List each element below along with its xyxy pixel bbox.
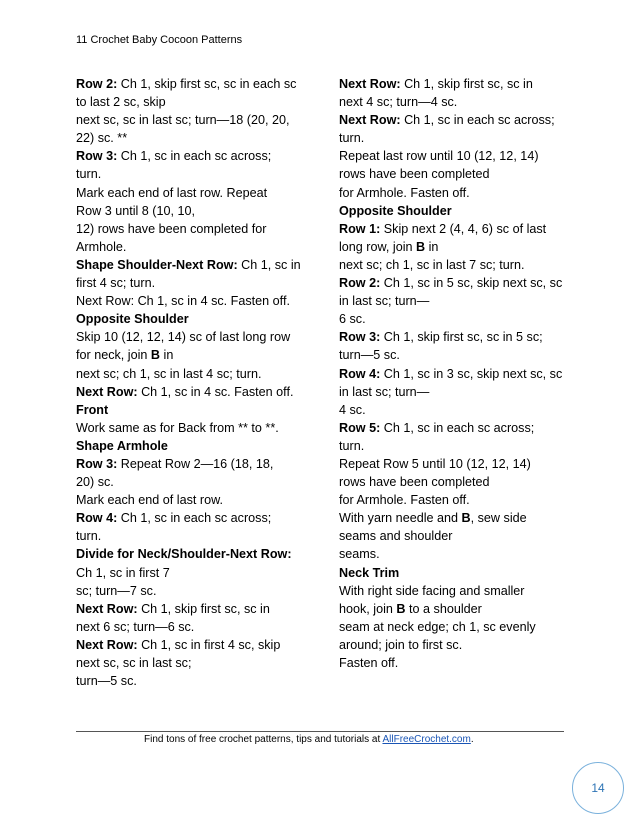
text-run: Repeat Row 5 until 10 (12, 12, 14) (339, 456, 531, 471)
bold-text: B (396, 601, 406, 616)
text-line (339, 618, 569, 636)
text-line (339, 165, 569, 183)
text-run: Ch 1, sc in each sc across; (400, 113, 555, 128)
text-run: Next Row: Ch 1, sc in 4 sc. Fasten off. (76, 294, 290, 309)
text-line (339, 654, 569, 672)
text-line (339, 564, 569, 582)
bold-text: B (416, 239, 426, 254)
text-run: next sc, sc in last sc; turn—18 (20, 20, (76, 113, 290, 128)
text-line (339, 383, 569, 401)
bold-text: Opposite Shoulder (76, 312, 189, 327)
text-run: turn. (76, 167, 102, 182)
bold-text: Neck Trim (339, 565, 400, 580)
text-line (76, 545, 316, 563)
text-line (339, 238, 569, 256)
text-line (339, 147, 569, 165)
text-line (76, 473, 316, 491)
text-run: for Armhole. Fasten off. (339, 185, 470, 200)
bold-text: Row 3: (76, 149, 118, 164)
text-line (76, 310, 316, 328)
text-line (76, 202, 316, 220)
bold-text: Row 2: (76, 77, 118, 91)
text-run: seam at neck edge; ch 1, sc evenly (339, 619, 536, 634)
text-line (339, 437, 569, 455)
text-line (76, 328, 316, 346)
text-line (76, 220, 316, 238)
text-line (76, 256, 316, 274)
footer-end: . (470, 734, 474, 745)
bold-text: B (150, 348, 161, 363)
text-run: Ch 1, sc in 4 sc. Fasten off. (137, 384, 294, 399)
text-run: hook, join (339, 601, 397, 616)
bold-text: Shape Armhole (76, 438, 168, 453)
text-run: Fasten off. (339, 656, 399, 670)
text-line (76, 401, 316, 419)
text-run: Ch 1, sc in first 4 sc, skip (137, 637, 281, 652)
text-run: next sc; ch 1, sc in last 7 sc; turn. (339, 257, 525, 272)
text-run: long row, join (339, 239, 417, 254)
text-run: Armhole. (76, 239, 127, 254)
text-run: Work same as for Back from ** to **. (76, 420, 279, 435)
text-line (76, 455, 316, 473)
text-run: in last sc; turn— (339, 294, 430, 309)
bold-text: Row 3: (339, 330, 381, 345)
left-column (76, 75, 316, 690)
text-line (76, 419, 316, 437)
text-run: rows have been completed (339, 167, 490, 182)
text-line (76, 582, 316, 600)
text-run: Skip next 2 (4, 4, 6) sc of last (380, 221, 547, 236)
bold-text: Opposite Shoulder (339, 203, 452, 218)
text-run: turn—5 sc. (76, 674, 137, 689)
text-run: 6 sc. (339, 312, 366, 327)
text-line (76, 274, 316, 292)
text-line (76, 238, 316, 256)
text-line (339, 473, 569, 491)
text-line (339, 256, 569, 274)
text-line (339, 419, 569, 437)
text-line (76, 509, 316, 527)
text-run: for Armhole. Fasten off. (339, 493, 470, 508)
text-line (76, 346, 316, 364)
bold-text: Divide for Neck/Shoulder-Next Row: (76, 547, 292, 562)
text-run: Ch 1, skip first sc, sc in each sc (117, 77, 297, 91)
text-line (339, 220, 569, 238)
text-run: Skip 10 (12, 12, 14) sc of last long row (76, 330, 291, 345)
bold-text: Row 3: (76, 456, 118, 471)
bold-text: Row 4: (339, 366, 381, 381)
bold-text: Next Row: (76, 637, 138, 652)
text-run: in last sc; turn— (339, 384, 430, 399)
text-run: With yarn needle and (339, 511, 462, 526)
footer (144, 734, 474, 745)
text-run: With right side facing and smaller (339, 583, 525, 598)
text-line (339, 401, 569, 419)
text-line (76, 383, 316, 401)
bold-text: Row 4: (76, 511, 118, 526)
text-run: Ch 1, sc in (237, 257, 301, 272)
text-line (76, 618, 316, 636)
text-run: in (425, 239, 439, 254)
bold-text: Shape Shoulder-Next Row: (76, 257, 238, 272)
text-run: Ch 1, sc in each sc across; (117, 511, 272, 526)
text-run: Ch 1, sc in first 7 (76, 565, 170, 580)
text-run: Mark each end of last row. (76, 493, 223, 508)
footer-text: Find tons of free crochet patterns, tips and tutorials at (144, 734, 383, 745)
text-line (339, 184, 569, 202)
bold-text: Row 5: (339, 420, 381, 435)
text-line (339, 636, 569, 654)
right-column (339, 75, 569, 672)
text-line (76, 147, 316, 165)
text-line (339, 455, 569, 473)
text-run: 20) sc. (76, 475, 114, 490)
text-line (76, 365, 316, 383)
bold-text: Next Row: (76, 601, 138, 616)
text-line (76, 93, 316, 111)
bold-text: Next Row: (76, 384, 138, 399)
text-line (339, 582, 569, 600)
text-line (339, 202, 569, 220)
text-run: turn. (339, 438, 365, 453)
text-line (339, 292, 569, 310)
text-run: to a shoulder (405, 601, 482, 616)
text-line (76, 564, 316, 582)
text-line (339, 346, 569, 364)
text-line (76, 184, 316, 202)
footer-link[interactable]: AllFreeCrochet.com (382, 734, 471, 745)
text-run: Mark each end of last row. Repeat (76, 185, 268, 200)
text-run: Ch 1, skip first sc, sc in (137, 601, 270, 616)
text-line (76, 75, 316, 93)
text-run: next 4 sc; turn—4 sc. (339, 95, 458, 110)
text-run: sc; turn—7 sc. (76, 583, 157, 598)
text-line (339, 509, 569, 527)
text-line (339, 527, 569, 545)
bold-text: Next Row: (339, 77, 401, 91)
text-run: Ch 1, sc in 3 sc, skip next sc, sc (380, 366, 563, 381)
text-line (339, 111, 569, 129)
text-run: Repeat last row until 10 (12, 12, 14) (339, 149, 539, 164)
footer-divider (76, 731, 564, 732)
text-run: , sew side (470, 511, 527, 526)
text-run: Ch 1, skip first sc, sc in 5 sc; (380, 330, 543, 345)
text-run: turn—5 sc. (339, 348, 400, 363)
text-line (339, 310, 569, 328)
text-line (76, 437, 316, 455)
text-run: 4 sc. (339, 402, 366, 417)
bold-text: Next Row: (339, 113, 401, 128)
text-line (76, 129, 316, 147)
text-line (76, 111, 316, 129)
text-run: Repeat Row 2—16 (18, 18, (117, 456, 274, 471)
text-line (339, 274, 569, 292)
text-run: to last 2 sc, skip (76, 95, 166, 110)
text-run: Ch 1, skip first sc, sc in (400, 77, 533, 91)
text-run: turn. (339, 131, 365, 146)
text-run: around; join to first sc. (339, 637, 463, 652)
text-run: 12) rows have been completed for (76, 221, 267, 236)
text-line (76, 600, 316, 618)
bold-text: Row 1: (339, 221, 381, 236)
text-run: Row 3 until 8 (10, 10, (76, 203, 196, 218)
bold-text: Row 2: (339, 276, 381, 291)
text-run: turn. (76, 529, 102, 544)
page-number-badge (572, 762, 624, 814)
text-line (339, 75, 569, 93)
text-line (339, 328, 569, 346)
text-run: seams and shoulder (339, 529, 453, 544)
text-line (339, 129, 569, 147)
text-line (76, 654, 316, 672)
text-line (339, 93, 569, 111)
text-run: next 6 sc; turn—6 sc. (76, 619, 195, 634)
text-run: seams. (339, 547, 380, 562)
page-number: 14 (591, 781, 605, 795)
text-run: first 4 sc; turn. (76, 276, 156, 291)
text-run: next sc; ch 1, sc in last 4 sc; turn. (76, 366, 262, 381)
text-line (339, 545, 569, 563)
text-run: 22) sc. ** (76, 131, 128, 146)
bold-text: B (461, 511, 471, 526)
text-line (76, 165, 316, 183)
text-run: next sc, sc in last sc; (76, 656, 192, 670)
text-run: Ch 1, sc in 5 sc, skip next sc, sc (380, 276, 563, 291)
text-line (76, 491, 316, 509)
text-line (339, 365, 569, 383)
text-line (76, 672, 316, 690)
text-run: Ch 1, sc in each sc across; (380, 420, 535, 435)
text-line (76, 527, 316, 545)
text-run: for neck, join (76, 348, 151, 363)
text-line (76, 292, 316, 310)
text-line (339, 600, 569, 618)
document-header: 11 Crochet Baby Cocoon Patterns (76, 34, 243, 46)
text-run: rows have been completed (339, 475, 490, 490)
text-line (339, 491, 569, 509)
text-run: in (160, 348, 174, 363)
bold-text: Front (76, 402, 109, 417)
text-run: Ch 1, sc in each sc across; (117, 149, 272, 164)
text-line (76, 636, 316, 654)
